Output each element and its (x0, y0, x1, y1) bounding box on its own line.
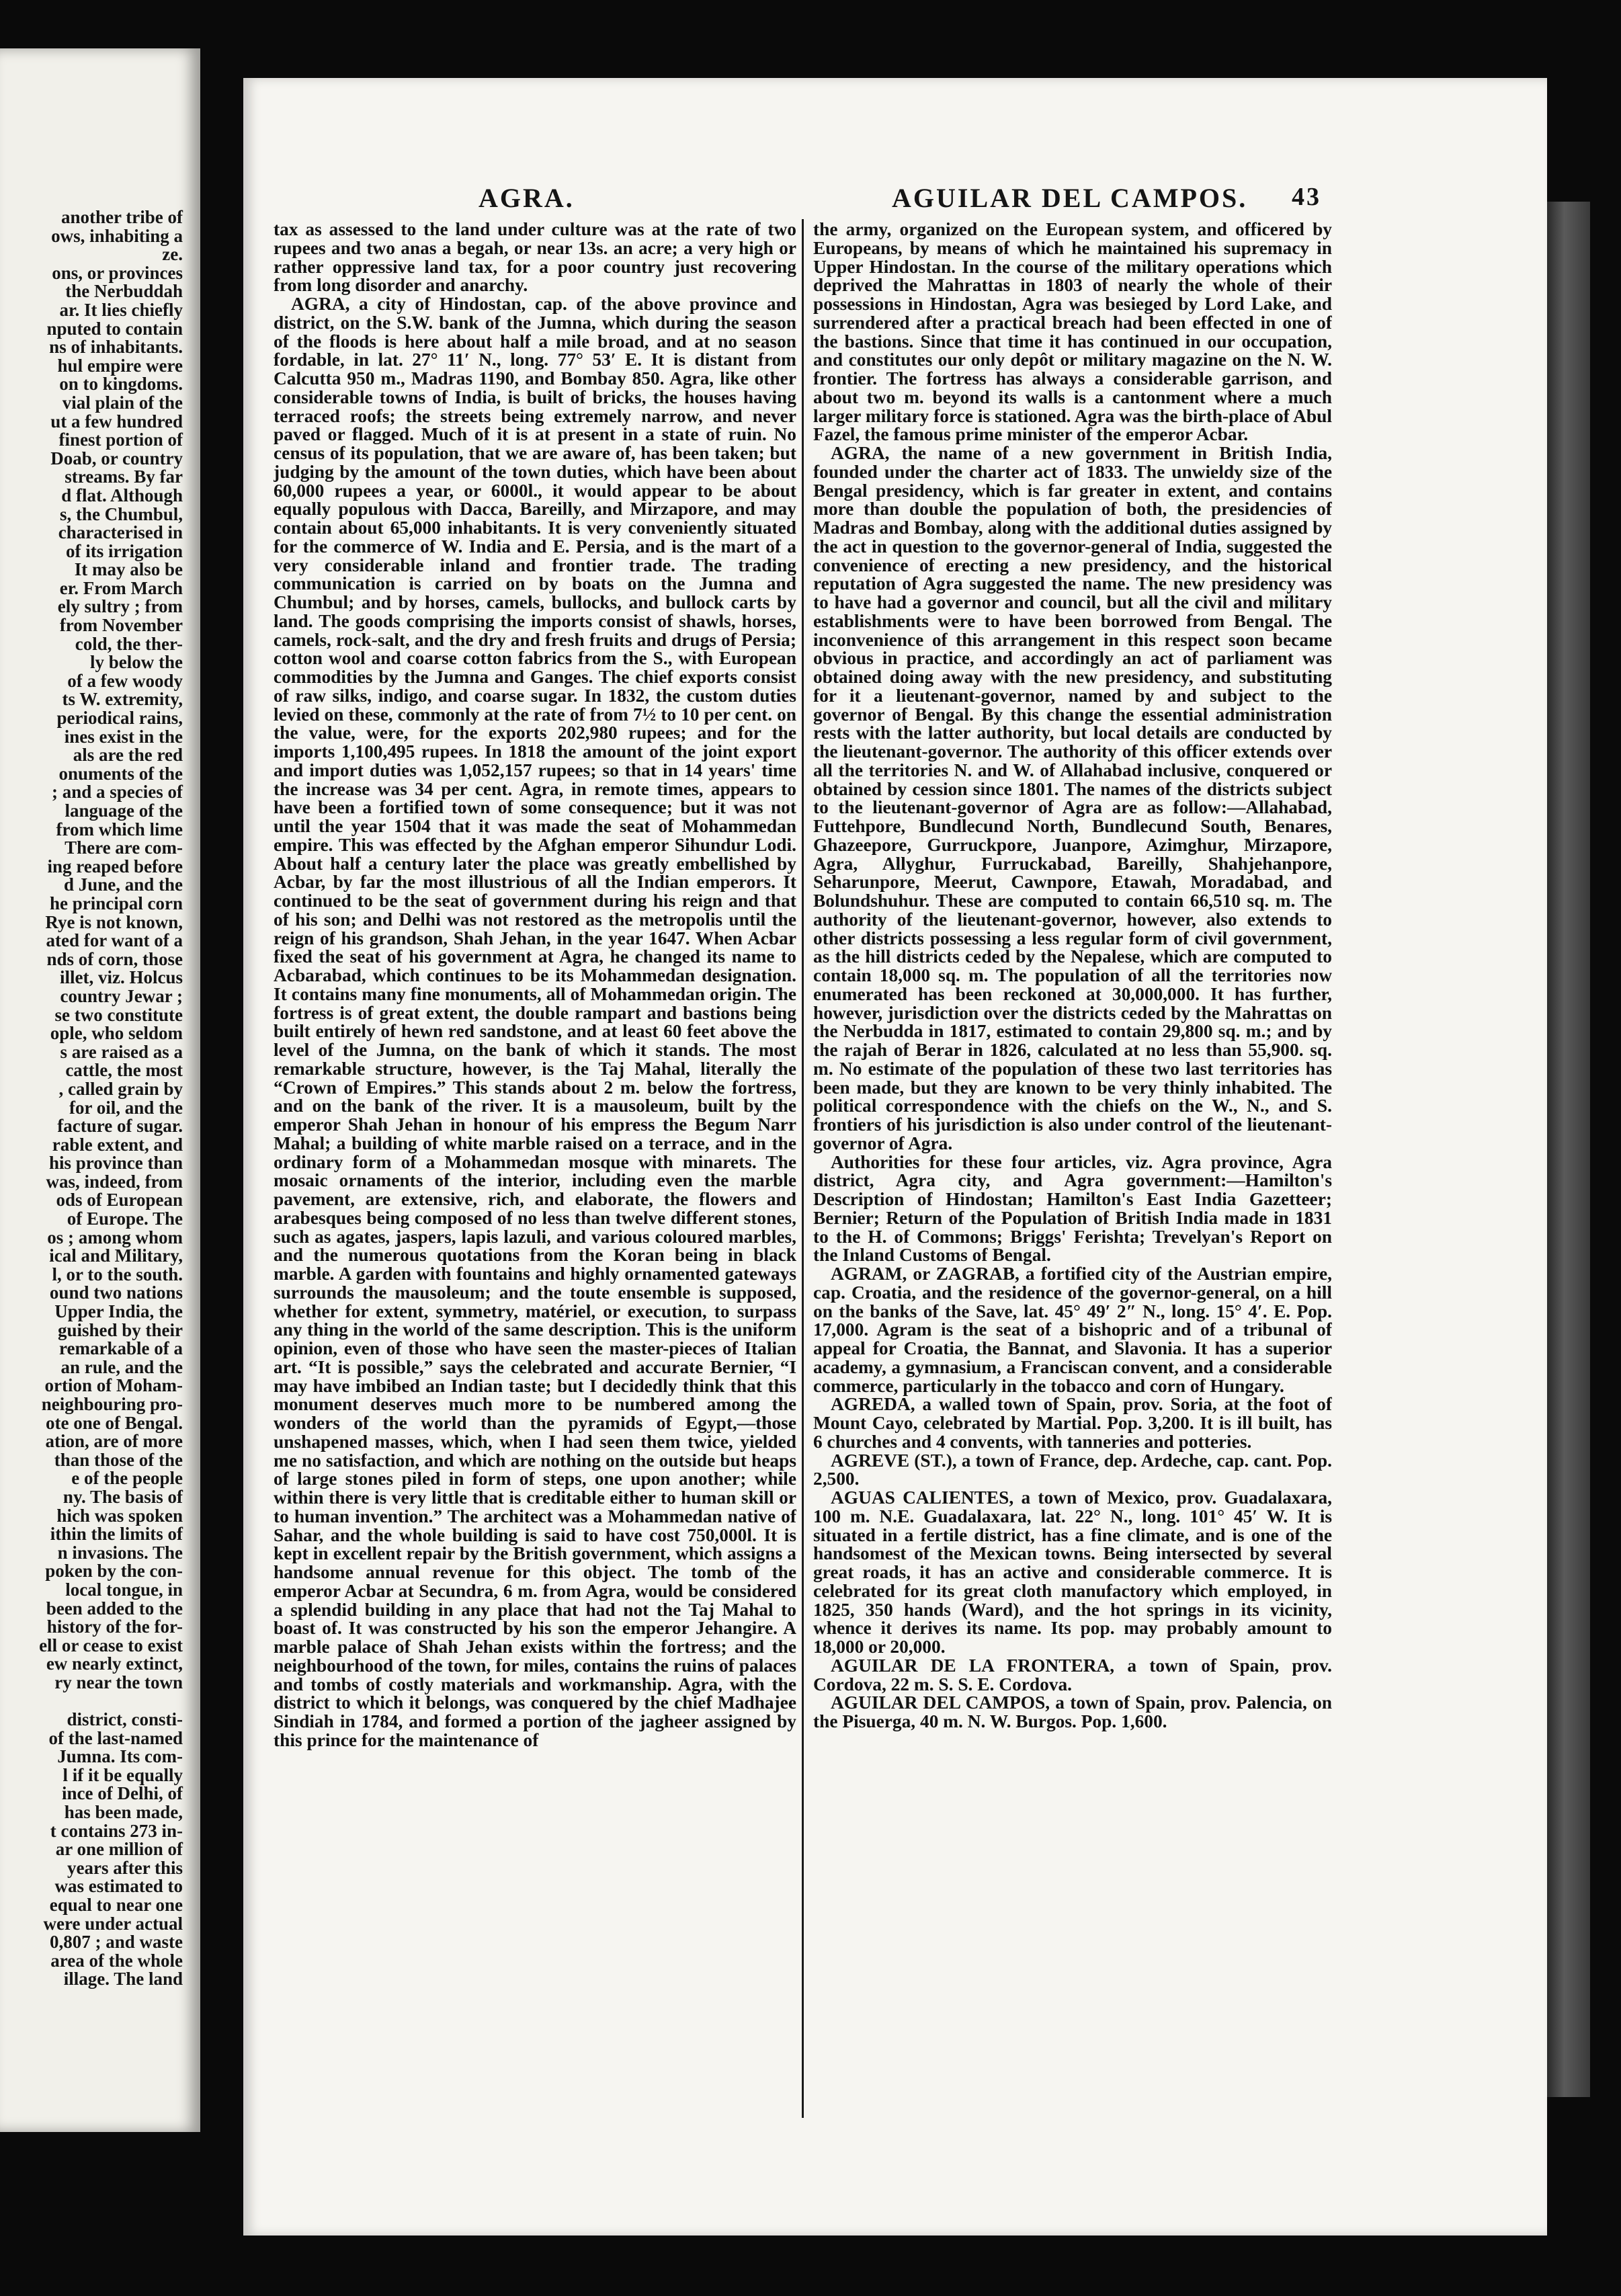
left-page-line: It may also be (74, 559, 183, 580)
column-divider (802, 219, 804, 2118)
left-page-line: ople, who seldom (50, 1023, 183, 1044)
left-page-line: has been made, (64, 1802, 183, 1823)
left-page-line: country Jewar ; (60, 985, 183, 1006)
left-page-line: Jumna. Its com- (57, 1746, 183, 1767)
page-edge-shadow (1547, 202, 1590, 2097)
left-page-line: ation, are of more (45, 1431, 183, 1452)
left-page-line: ated for want of a (46, 930, 183, 951)
left-page-line: os ; among whom (47, 1227, 183, 1247)
entry-paragraph: tax as assessed to the land under culture was at the rate of two rupees and two anas a begah, or near 13s. an acre; a very high or rather oppressive land tax, for a poor country just recovering from long disorder and anarchy. (274, 220, 796, 296)
running-head (243, 182, 1547, 222)
left-page-line: ely sultry ; from (57, 596, 183, 617)
running-head-right: AGUILAR DEL CAMPOS. (892, 183, 1248, 213)
left-page-line: ar. It lies chiefly (59, 299, 183, 320)
left-page-line: cold, the ther- (75, 633, 183, 654)
left-page-line: for oil, and the (69, 1097, 183, 1118)
left-page-line: from which lime (56, 819, 183, 839)
left-page-line: There are com- (65, 837, 183, 858)
left-page-line: ry near the town (54, 1672, 183, 1692)
left-page-line: er. From March (59, 577, 183, 598)
left-page-line: he principal corn (49, 893, 183, 913)
left-page-line: d June, and the (63, 874, 183, 895)
left-page-line: were under actual (43, 1913, 183, 1934)
left-page-line: poken by the con- (45, 1561, 183, 1582)
left-page-line: been added to the (46, 1598, 183, 1618)
running-head-left: AGRA. (479, 183, 575, 213)
left-page-line: ithin the limits of (50, 1524, 183, 1545)
left-page-line: equal to near one (49, 1895, 183, 1916)
left-page-line: of the last-named (48, 1727, 183, 1748)
left-page-line: from November (59, 615, 183, 636)
text-column-left (274, 220, 796, 2123)
left-page-line: vial plain of the (62, 392, 183, 413)
left-page-line: years after this (67, 1857, 183, 1878)
left-page-line: ew nearly extinct, (46, 1653, 183, 1674)
left-page-line: facture of sugar. (57, 1116, 183, 1137)
left-page-line: guished by their (57, 1319, 183, 1340)
left-page-line: ny. The basis of (63, 1486, 183, 1507)
entry-paragraph: Authorities for these four articles, viz. Agra province, Agra district, Agra city, and Agra government:—Hamilton's Description of Hindostan; Hamilton's East India Gazetteer; Bernier; Return of the Population of British India made in 1831 to the H. of Commons; Briggs' Ferishta; Trevelyan's Report on the Inland Customs of Bengal. (813, 1151, 1332, 1266)
left-page-line: illage. The land (63, 1969, 183, 1990)
left-page-line: nds of corn, those (46, 948, 183, 969)
left-page-line: nputed to contain (46, 318, 183, 339)
left-page-line: was estimated to (54, 1876, 183, 1897)
entry-paragraph: AGRA, a city of Hindostan, cap. of the above province and district, on the S.W. bank of the Jumna, which during the season of the floods is here about half a mile broad, and at no season fordable, in lat. 27° 11′ N., long. 77° 53′ E. It is distant from Calcutta 950 m., Madras 1190, and Bombay 850. Agra, like other considerable towns of India, is built of bricks, the houses having terraced roofs; the streets being extremely narrow, and never paved or flagged. Much of it is at present in a state of ruin. No census of its population, that we are aware of, has been taken; but judging by the amount of the town duties, which have been about 60,000 rupees a year, or 6000l., it would appear to be about equally populous with Dacca, Bareilly, and Mirzapore, and may contain about 65,000 inhabitants. It is very conveniently situated for the commerce of W. India and E. Persia, and is the mart of a very considerable inland and frontier trade. The trading communication is carried on by boats on the Jumna and Chumbul; and by horses, camels, bullocks, and bullock carts by land. The goods comprising the imports consist of shawls, horses, camels, rock-salt, and the dry and fresh fruits and drugs of Persia; cotton wool and coarse cotton fabrics from the S., with European commodities by the Jumna and Ganges. The chief exports consist of raw silks, indigo, and coarse sugar. In 1832, the custom duties levied on these, commonly at the rate of from 7½ to 10 per cent. on the value, were, for the exports 202,980 rupees; and for the imports 1,100,495 rupees. In 1818 the amount of the joint export and import duties was 1,052,157 rupees; so that in 14 years' time the increase was 34 per cent. Agra, in remote times, appears to have been a fortified town of some consequence; but it was not until the year 1504 that it was made the seat of Mohammedan empire. This was effected by the Afghan emperor Sihundur Lodi. About half a century later the place was greatly embellished by Acbar, by far the most illustrious of all the Indian emperors. It continued to be the seat of government during his reign and that of his son; and Delhi was not restored as the metropolis until the reign of his grandson, Shah Jehan, in the year 1647. When Acbar fixed the seat of his government at Agra, he changed its name to Acbarabad, which continues to be its Mohammedan designation. It contains many fine monuments, all of Mohammedan origin. The fortress is of great extent, the double rampart and bastions being built entirely of hewn red sandstone, and at least 60 feet above the level of the Jumna, on the bank of which it stands. The most remarkable structure, however, is the Taj Mahal, literally the “Crown of Empires.” This stands about 2 m. below the fortress, and on the bank of the river. It is a mausoleum, built by the emperor Shah Jehan in honour of his empress the Begum Narr Mahal; a building of white marble raised on a terrace, and in the ordinary form of a Mohammedan mosque with minarets. The mosaic ornaments of the interior, including even the marble pavement, are extensive, rich, and elaborate, the flowers and arabesques being composed of no less than twelve different stones, such as agates, jaspers, lapis lazuli, and various coloured marbles, and the numerous quotations from the Koran being in black marble. A garden with fountains and highly ornamented gateways surrounds the mausoleum; and the toute ensemble is supposed, whether for extent, symmetry, matériel, or execution, to surpass any thing in the world of the same description. This is the uniform opinion, even of those who have seen the master-pieces of Italian art. “It is possible,” says the celebrated and accurate Bernier, “I may have imbibed an Indian taste; but I decidedly think that this monument deserves much more to be numbered among the wonders of the world than the pyramids of Egypt,—those unshapened masses, which, when I had seen them twice, yielded me no satisfaction, and which are nothing on the outside but heaps of large stones piled in form of steps, one upon another; while within there is very little that is creditable either to human skill or to human invention.” The architect was a Mohammedan native of Sahar, and the whole building is said to have cost 750,000l. It is kept in excellent repair by the British government, which assigns a handsome annual revenue for this object. The tomb of the emperor Acbar at Secundra, 6 m. from Agra, would be considered a splendid building in any place that had not the Taj Mahal to boast of. It was constructed by his son the emperor Jehangire. A marble palace of Shah Jehan exists within the fortress; and the neighbourhood of the town, for miles, contains the ruins of palaces and tombs of costly materials and workmanship. Agra, with the district to which it belongs, was conquered by the chief Madhajee Sindiah in 1784, and formed a portion of the jagheer assigned by this prince for the maintenance of (274, 294, 796, 1750)
left-page-line: l, or to the south. (52, 1264, 183, 1284)
left-page-line: ing reaped before (47, 856, 183, 876)
left-page-line: Rye is not known, (45, 911, 183, 932)
left-page-line: district, consti- (67, 1709, 183, 1730)
left-page-line: ons, or provinces (52, 262, 183, 283)
left-page-line: ar one million of (55, 1839, 183, 1860)
left-page-line: s are raised as a (60, 1041, 183, 1062)
left-page-line: ze. (162, 244, 183, 265)
page-number: 43 (1292, 183, 1321, 211)
left-page-line: se two constitute (54, 1004, 183, 1025)
left-page-line: local tongue, in (65, 1579, 183, 1600)
left-page-text-column (0, 208, 183, 1989)
left-page-line: periodical rains, (56, 708, 183, 729)
left-page-line: ows, inhabiting a (51, 225, 183, 246)
left-page-line: ines exist in the (64, 726, 183, 747)
left-page-line: ns of inhabitants. (49, 337, 183, 358)
book-page (243, 78, 1547, 2236)
left-page-line: n invasions. The (57, 1542, 183, 1563)
left-page-line: on to kingdoms. (59, 374, 183, 395)
left-page-line: ote one of Bengal. (46, 1412, 183, 1433)
left-page-line: s, the Chumbul, (59, 503, 183, 524)
left-page-line: neighbouring pro- (41, 1394, 183, 1414)
left-page-line: d flat. Although (61, 485, 183, 505)
left-page-line: remarkable of a (59, 1338, 183, 1359)
left-page-line: ound two nations (49, 1282, 183, 1303)
left-page-line: was, indeed, from (46, 1171, 183, 1192)
left-page-line: , called grain by (58, 1078, 183, 1099)
left-page-line: ods of European (56, 1190, 183, 1211)
left-page-line: than those of the (54, 1449, 183, 1470)
text-column-right (813, 220, 1332, 2123)
left-page-line: als are the red (73, 745, 183, 766)
left-facing-page (0, 48, 200, 2132)
left-page-line: cattle, the most (65, 1060, 183, 1081)
left-page-line: ut a few hundred (50, 411, 183, 432)
left-page-line: Doab, or country (50, 448, 183, 468)
left-page-line: hich was spoken (56, 1505, 183, 1526)
left-page-line: t contains 273 in- (50, 1820, 183, 1841)
left-page-line: history of the for- (46, 1616, 183, 1637)
left-page-line: another tribe of (61, 207, 183, 227)
entry-paragraph: AGREVE (ST.), a town of France, dep. Ardeche, cap. cant. Pop. 2,500. (813, 1450, 1332, 1489)
left-page-line: of its irrigation (66, 540, 183, 561)
left-page-line: ; and a species of (52, 782, 183, 803)
left-page-line: e of the people (71, 1468, 183, 1489)
left-page-line: 0,807 ; and waste (49, 1932, 183, 1953)
left-page-line: area of the whole (50, 1950, 183, 1971)
left-page-line (0, 1692, 183, 1711)
left-page-line: hul empire were (57, 355, 183, 376)
left-page-line: onuments of the (58, 763, 183, 784)
left-page-line: ince of Delhi, of (62, 1783, 183, 1804)
left-page-line: streams. By far (65, 466, 183, 487)
entry-paragraph: AGRA, the name of a new government in British India, founded under the charter act of 1833. The unwieldy size of the Bengal presidency, which is far greater in extent, and contains more than double the population of both, the presidencies of Madras and Bombay, along with the additional duties assigned by the act in question to the governor-general of India, suggested the convenience of erecting a new presidency, and the historical reputation of Agra suggested the name. The new presidency was to have had a governor and council, but all the civil and military establishments were to have been borrowed from Bengal. The inconvenience of this arrangement in this respect soon became obvious in practice, and accordingly an act of parliament was obtained doing away with the new presidency, and substituting for it a lieutenant-governor, named by and subject to the governor of Bengal. By this change the essential administration rests with the latter authority, but local details are conducted by the lieutenant-governor. The authority of this officer extends over all the territories N. and W. of Allahabad inclusive, conquered or obtained by cession since 1801. The names of the districts subject to the lieutenant-governor of Agra are as follow:—Allahabad, Futtehpore, Bundlecund North, Bundlecund South, Benares, Ghazeepore, Gurruckpore, Juanpore, Azimghur, Mirzapore, Agra, Allyghur, Furruckabad, Bareilly, Shahjehanpore, Seharunpore, Meerut, Cawnpore, Etawah, Moradabad, and Bolundshuhur. These are computed to contain 66,510 sq. m. The authority of the lieutenant-governor, however, also extends to other districts possessing a less regular form of civil government, as the hill districts ceded by the Nepalese, which are computed to contain 18,000 sq. m. The population of all the territories now enumerated has been reckoned at 30,000,000. It has further, however, jurisdiction over the districts ceded by the Mahrattas on the Nerbudda in 1817, estimated to contain 29,800 sq. m.; and by the rajah of Berar in 1826, calculated at no less than 55,900. sq. m. No estimate of the population of these two last territories has been made, but they are known to be very thinly inhabited. The political correspondence with the chiefs on the W., N., and S. frontiers of his jurisdiction is also under control of the lieutenant-governor of Agra. (813, 443, 1332, 1153)
left-page-line: the Nerbuddah (65, 281, 183, 302)
entry-paragraph: AGUILAR DEL CAMPOS, a town of Spain, prov. Palencia, on the Pisuerga, 40 m. N. W. Burgos. Pop. 1,600. (813, 1692, 1332, 1731)
left-page-line: ical and Military, (49, 1245, 183, 1266)
left-page-line: language of the (65, 801, 183, 821)
left-page-line: ell or cease to exist (39, 1635, 183, 1655)
left-page-line: his province than (48, 1153, 183, 1174)
left-page-line: l if it be equally (63, 1764, 183, 1785)
left-page-line: characterised in (58, 522, 183, 543)
left-page-line: of Europe. The (67, 1208, 183, 1229)
left-page-line: an rule, and the (60, 1356, 183, 1377)
entry-paragraph: AGRAM, or ZAGRAB, a fortified city of the Austrian empire, cap. Croatia, and the residence of the governor-general, on a hill on the banks of the Save, lat. 45° 49′ 2″ N., long. 15° 4′. E. Pop. 17,000. Agram is the seat of a bishopric and of a tribunal of appeal for Croatia, the Bannat, and Slavonia. It has a superior academy, a gymnasium, a Franciscan convent, and a considerable commerce, particularly in the tobacco and corn of Hungary. (813, 1264, 1332, 1396)
entry-paragraph: AGUAS CALIENTES, a town of Mexico, prov. Guadalaxara, 100 m. N.E. Guadalaxara, lat. 22° N., long. 101° 45′ W. It is situated in a fertile district, has a fine climate, and is one of the handsomest of the Mexican towns. Being intersected by several great roads, it has an active and considerable commerce. It is celebrated for its great cloth manufactory which employed, in 1825, 350 hands (Ward), and the hot springs in its vicinity, whence it derives its name. Its pop. may probably amount to 18,000 or 20,000. (813, 1487, 1332, 1657)
left-page-line: ly below the (90, 652, 183, 673)
entry-paragraph: AGREDA, a walled town of Spain, prov. Soria, at the foot of Mount Cayo, celebrated by Martial. Pop. 3,200. It is ill built, has 6 churches and 4 convents, with tanneries and potteries. (813, 1394, 1332, 1452)
left-page-line: of a few woody (67, 670, 183, 691)
left-page-line: illet, viz. Holcus (60, 967, 183, 988)
left-page-line: Upper India, the (54, 1301, 183, 1322)
left-page-line: ortion of Moham- (44, 1375, 183, 1396)
left-page-line: finest portion of (58, 429, 183, 450)
left-page-line: rable extent, and (52, 1134, 183, 1155)
left-page-line: ts W. extremity, (62, 689, 183, 710)
entry-paragraph: AGUILAR DE LA FRONTERA, a town of Spain, prov. Cordova, 22 m. S. S. E. Cordova. (813, 1655, 1332, 1694)
entry-paragraph: the army, organized on the European system, and officered by Europeans, by means of which he maintained his supremacy in Upper Hindostan. In the course of the military operations which deprived the Mahrattas in 1803 of nearly the whole of their possessions in Hindostan, Agra was besieged by Lord Lake, and surrendered after a practical breach had been effected in one of the bastions. Since that time it has continued in our occupation, and constitutes our only depôt or military magazine on the N. W. frontier. The fortress has always a considerable garrison, and about two m. beyond its walls is a cantonment where a much larger military force is stationed. Agra was the birth-place of Abul Fazel, the famous prime minister of the emperor Acbar. (813, 220, 1332, 445)
